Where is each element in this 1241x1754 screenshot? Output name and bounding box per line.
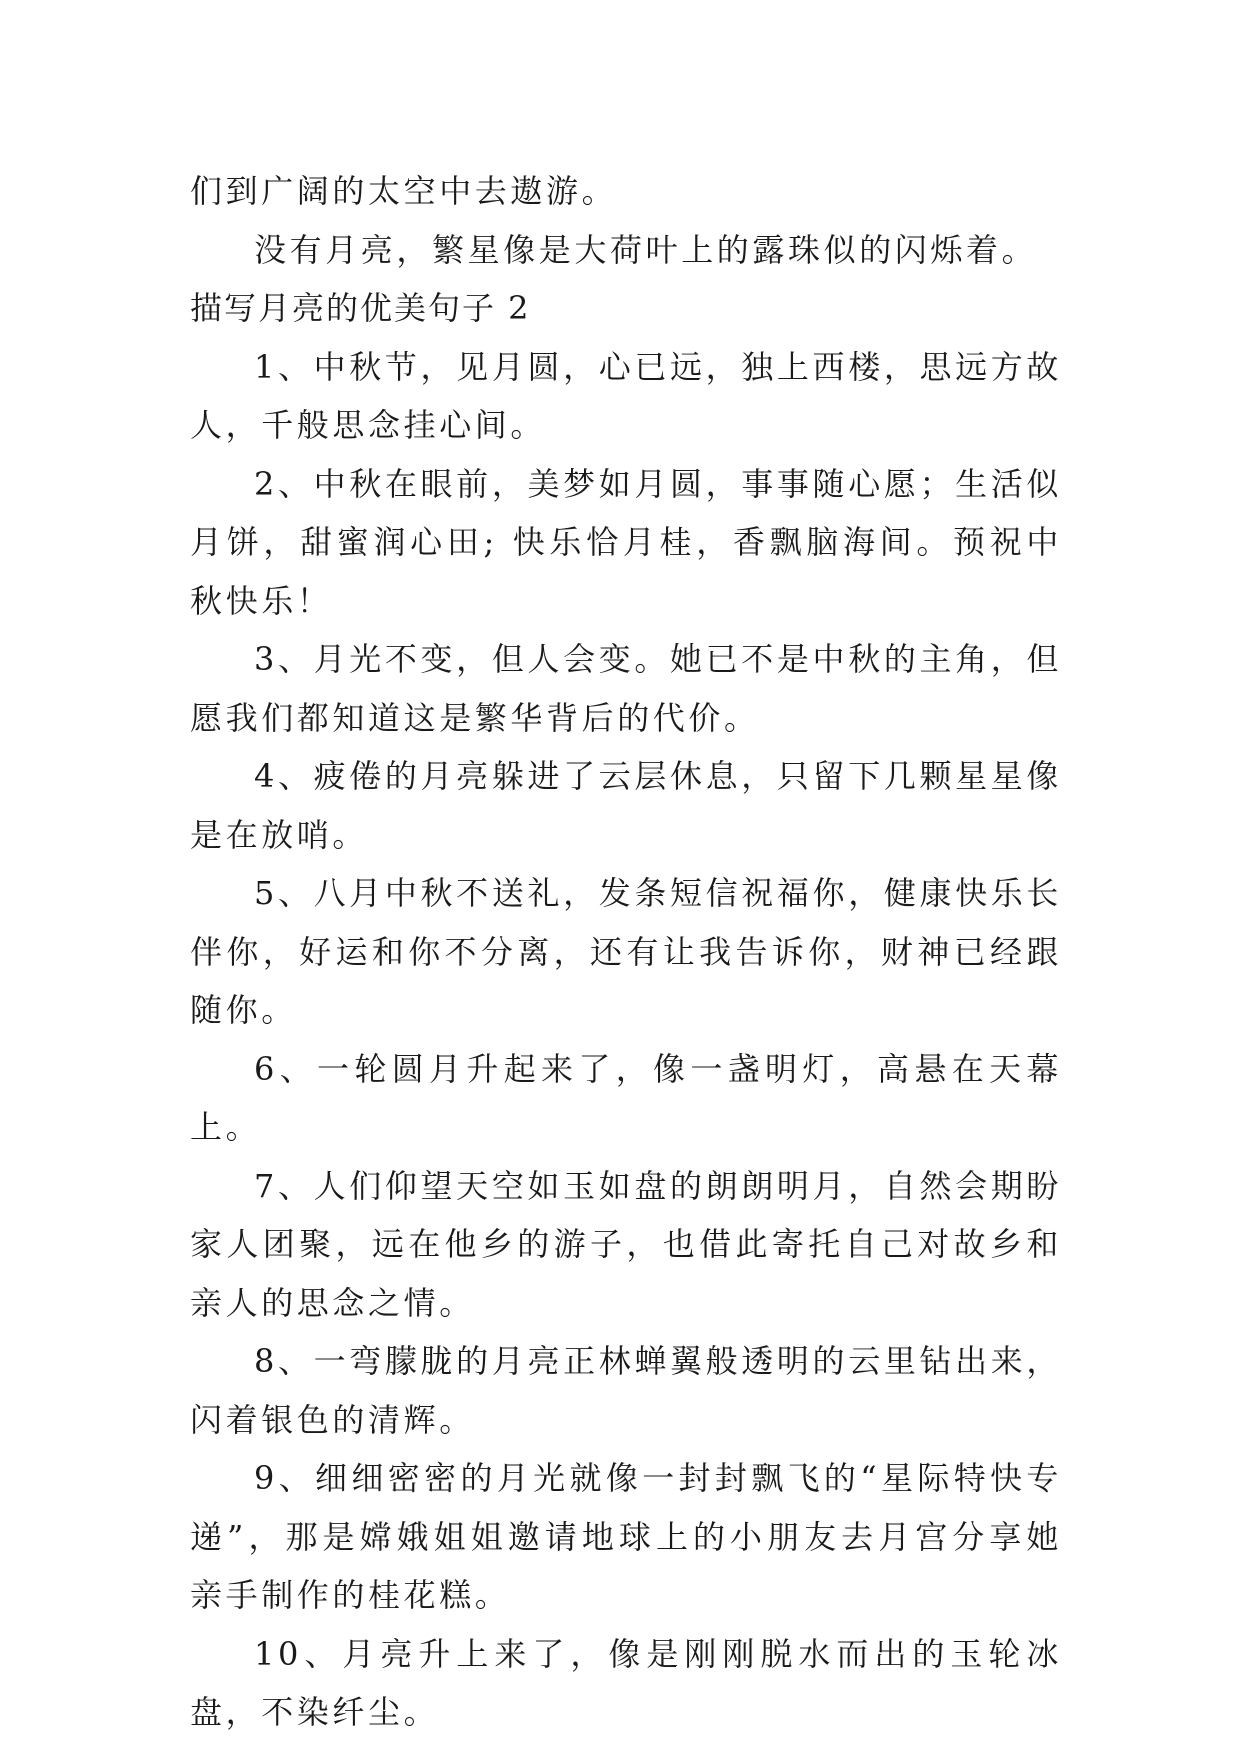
document-body: [190, 162, 1062, 1742]
list-item: 9、细细密密的月光就像一封封飘飞的“星际特快专递”，那是嫦娥姐姐邀请地球上的小朋友去月宫分享她亲手制作的桂花糕。: [190, 1459, 1062, 1614]
continuation-text: 们到广阔的太空中去遨游。: [190, 172, 618, 210]
list-item: 2、中秋在眼前，美梦如月圆，事事随心愿；生活似月饼，甜蜜润心田; 快乐恰月桂，香飘脑海间。预祝中秋快乐！: [190, 464, 1062, 620]
list-item: 6、一轮圆月升起来了，像一盏明灯，高悬在天幕上。: [190, 1049, 1062, 1146]
list-item: 5、八月中秋不送礼，发条短信祝福你，健康快乐长伴你，好运和你不分离，还有让我告诉你，财神已经跟随你。: [190, 874, 1062, 1029]
list-item: 3、月光不变，但人会变。她已不是中秋的主角，但愿我们都知道这是繁华背后的代价。: [190, 640, 1062, 737]
list-item: 10、月亮升上来了，像是刚刚脱水而出的玉轮冰盘，不染纤尘。: [190, 1634, 1062, 1731]
list-item: 7、人们仰望天空如玉如盘的朗朗明月，自然会期盼家人团聚，远在他乡的游子，也借此寄托自己对故乡和亲人的思念之情。: [190, 1166, 1062, 1322]
list-item: 8、一弯朦胧的月亮正林蝉翼般透明的云里钻出来，闪着银色的清辉。: [190, 1342, 1062, 1439]
intro-sentence: 没有月亮，繁星像是大荷叶上的露珠似的闪烁着。: [254, 230, 1038, 269]
list-item: 1、中秋节，见月圆，心已远，独上西楼，思远方故人，千般思念挂心间。: [190, 347, 1062, 444]
section-heading: 描写月亮的优美句子 2: [190, 289, 531, 327]
list-item: 4、疲倦的月亮躲进了云层休息，只留下几颗星星像是在放哨。: [190, 757, 1062, 854]
